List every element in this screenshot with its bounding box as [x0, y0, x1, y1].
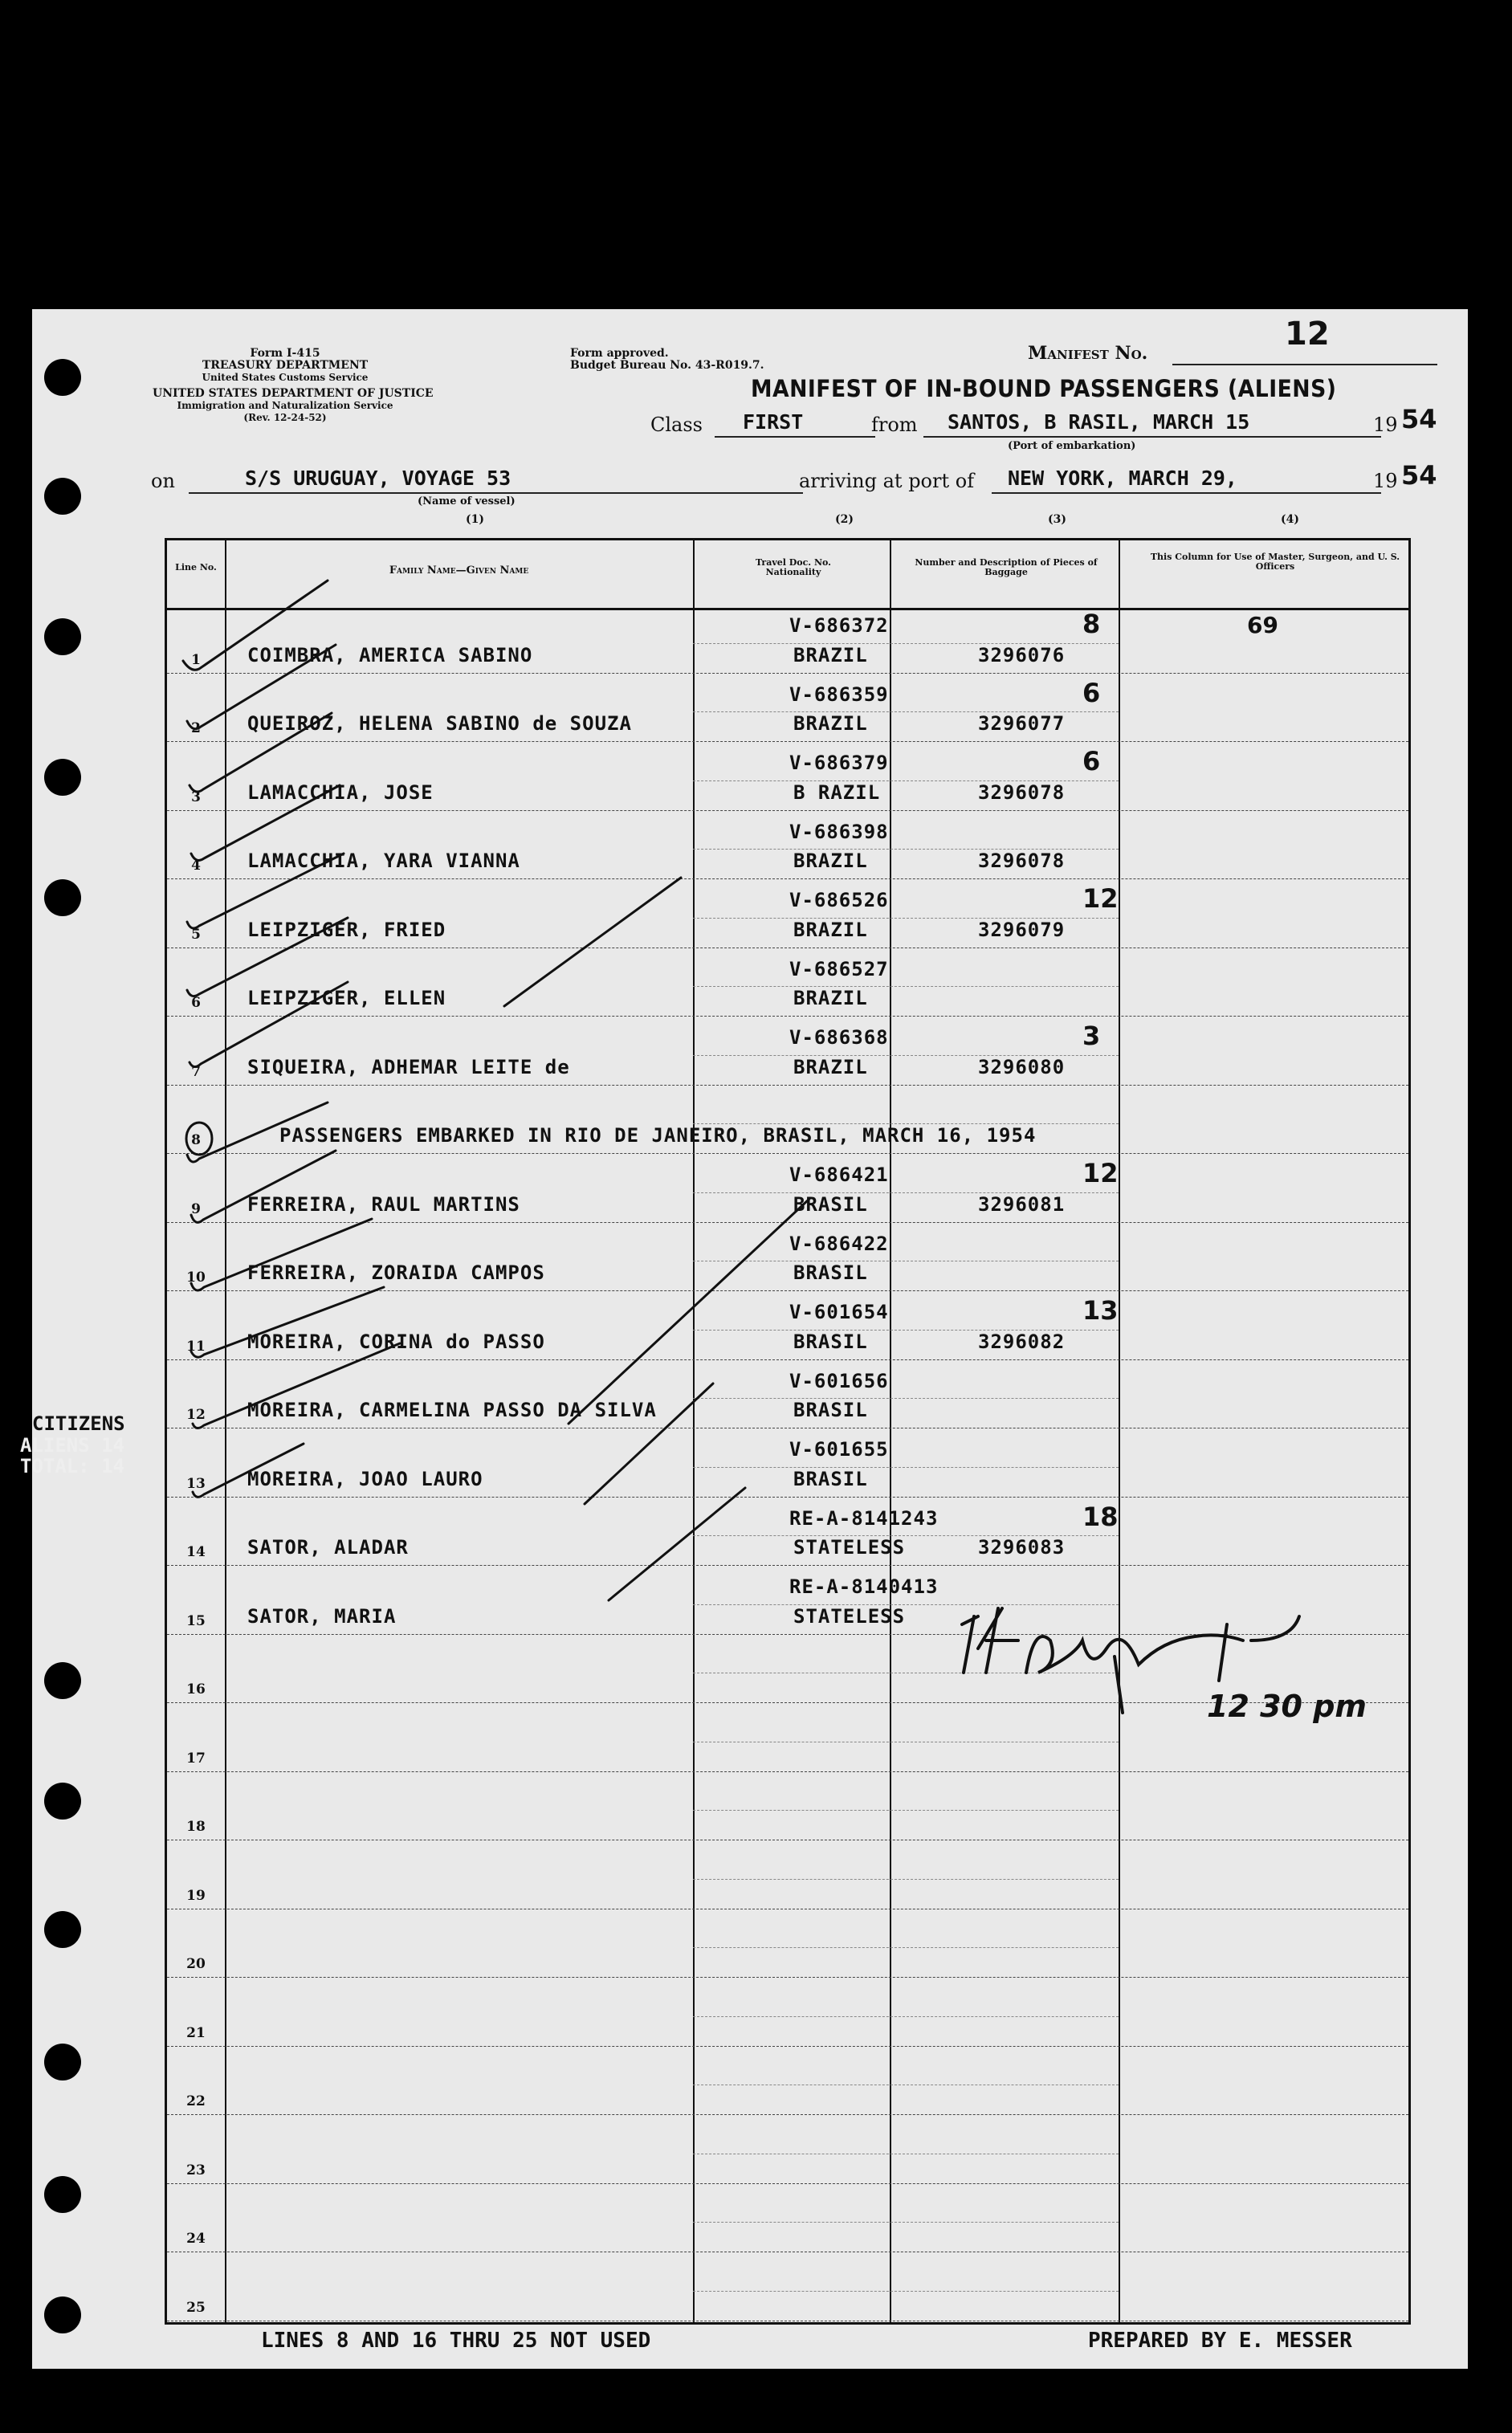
passenger-name: SATOR, MARIA	[247, 1604, 397, 1628]
nationality: STATELESS	[793, 1604, 906, 1628]
arrival-year: 54	[1401, 460, 1437, 491]
punch-hole	[44, 1662, 81, 1699]
passenger-name: FERREIRA, ZORAIDA CAMPOS	[247, 1261, 545, 1284]
checkmark-icon	[191, 1287, 384, 1357]
passenger-name: COIMBRA, AMERICA SABINO	[247, 643, 533, 666]
line-number: 5	[191, 926, 201, 943]
line-number: 13	[186, 1475, 206, 1492]
line-number: 23	[186, 2162, 206, 2178]
passenger-name: FERREIRA, RAUL MARTINS	[247, 1192, 520, 1216]
punch-hole	[44, 618, 81, 655]
circled-line-icon	[186, 1123, 212, 1155]
punch-hole	[44, 1783, 81, 1820]
passenger-name: MOREIRA, CORINA do PASSO	[247, 1330, 545, 1353]
travel-doc-number: V-686372	[789, 614, 889, 637]
checkmark-icon	[187, 918, 348, 996]
travel-doc-number: V-601656	[789, 1369, 889, 1392]
class-label: Class	[650, 414, 703, 436]
line-number: 16	[186, 1681, 206, 1697]
travel-doc-number: V-601655	[789, 1438, 889, 1461]
line-number: 17	[186, 1750, 206, 1767]
on-label: on	[151, 470, 175, 492]
embarkation-value: SANTOS, B RASIL, MARCH 15	[948, 410, 1250, 434]
line-number: 8	[191, 1132, 201, 1148]
travel-doc-number: V-601654	[789, 1301, 889, 1323]
footer-unused-lines: LINES 8 AND 16 THRU 25 NOT USED	[261, 2329, 651, 2353]
nationality: BRAZIL	[793, 987, 868, 1009]
baggage-pieces: 6	[1082, 746, 1101, 776]
travel-doc-number: V-686422	[789, 1232, 889, 1255]
baggage-number: 3296078	[978, 850, 1066, 872]
line-number: 2	[191, 720, 201, 736]
checkmark-icon	[190, 982, 348, 1067]
baggage-pieces: 8	[1082, 609, 1101, 639]
embarkation-year: 54	[1401, 404, 1437, 434]
checkmark-icon	[191, 785, 340, 860]
manifest-title: MANIFEST OF IN-BOUND PASSENGERS (ALIENS)	[751, 375, 1337, 402]
nationality: BRASIL	[793, 1467, 868, 1490]
passenger-name: MOREIRA, JOAO LAURO	[247, 1467, 483, 1490]
passenger-name: MOREIRA, CARMELINA PASSO DA SILVA	[247, 1399, 657, 1421]
passenger-name: LEIPZIGER, FRIED	[247, 918, 446, 941]
checkmark-icon	[187, 645, 336, 729]
year-prefix: 19	[1373, 414, 1398, 436]
travel-doc-number: V-686379	[789, 752, 889, 774]
punch-hole	[44, 1911, 81, 1948]
punch-hole	[44, 478, 81, 515]
form-approved: Form approved.	[570, 347, 669, 360]
checkmark-icon	[193, 1343, 400, 1428]
line-number: 24	[186, 2231, 206, 2247]
officer-header: This Column for Use of Master, Surgeon, and U. S. Officers	[1150, 552, 1400, 572]
checkmark-icon	[187, 854, 344, 928]
checkmark-overlay	[167, 540, 1413, 2327]
nationality: BRASIL	[793, 1261, 868, 1284]
passenger-name: SATOR, ALADAR	[247, 1536, 409, 1559]
line-number: 9	[191, 1200, 201, 1217]
line-number: 6	[191, 995, 201, 1011]
line-number: 22	[186, 2093, 206, 2109]
travel-doc-number: V-686359	[789, 683, 889, 706]
passenger-table	[165, 538, 1411, 2325]
col-2-number: (2)	[835, 513, 854, 526]
nationality: BRASIL	[793, 1192, 868, 1216]
col-3-number: (3)	[1048, 513, 1066, 526]
line-number: 11	[186, 1338, 206, 1355]
baggage-number: 3296076	[978, 643, 1066, 666]
handwritten-time: 12 30 pm	[1207, 1689, 1367, 1724]
travel-doc-number: RE-A-8140413	[789, 1575, 939, 1598]
arriving-label: arriving at port of	[799, 470, 975, 492]
passenger-name: LEIPZIGER, ELLEN	[247, 987, 446, 1009]
doc-header: Travel Doc. No. Nationality	[756, 557, 831, 577]
nationality: BRAZIL	[793, 643, 868, 666]
baggage-number: 3296078	[978, 780, 1066, 804]
port-caption: (Port of embarkation)	[1008, 440, 1136, 452]
passenger-name: SIQUEIRA, ADHEMAR LEITE de	[247, 1055, 570, 1078]
passenger-name: LAMACCHIA, JOSE	[247, 780, 434, 804]
manifest-page	[32, 309, 1468, 2369]
baggage-number: 3296080	[978, 1055, 1066, 1078]
nationality: BRAZIL	[793, 850, 868, 872]
class-value: FIRST	[743, 410, 804, 434]
customs-service: United States Customs Service	[202, 372, 369, 383]
checkmark-icon	[609, 1488, 745, 1600]
citizens-label: CITIZENS	[32, 1412, 125, 1435]
punch-hole	[44, 2176, 81, 2213]
baggage-pieces: 6	[1082, 677, 1101, 708]
travel-doc-number: V-686526	[789, 889, 889, 911]
from-label: from	[871, 414, 918, 436]
line-number: 7	[191, 1063, 201, 1080]
checkmark-icon	[569, 1199, 809, 1424]
punch-hole	[44, 2296, 81, 2333]
line-number: 1	[191, 651, 201, 668]
line-number: 21	[186, 2024, 206, 2041]
line-number: 25	[186, 2299, 206, 2316]
baggage-pieces: 13	[1082, 1295, 1119, 1326]
nationality: BRAZIL	[793, 918, 868, 941]
baggage-number: 3296082	[978, 1330, 1066, 1353]
punch-hole	[44, 359, 81, 396]
nationality: STATELESS	[793, 1536, 906, 1559]
checkmark-icon	[504, 878, 681, 1006]
line-number: 15	[186, 1612, 206, 1629]
revision-date: (Rev. 12-24-52)	[243, 412, 327, 423]
baggage-pieces: 18	[1082, 1501, 1119, 1532]
nationality: BRASIL	[793, 1399, 868, 1421]
passenger-name: LAMACCHIA, YARA VIANNA	[247, 850, 520, 872]
line-number: 10	[186, 1269, 206, 1286]
checkmark-icon	[191, 1219, 372, 1290]
checkmark-icon	[585, 1384, 713, 1504]
line-number: 14	[186, 1544, 206, 1560]
ins-service: Immigration and Naturalization Service	[177, 400, 393, 411]
line-number: 12	[186, 1407, 206, 1423]
punch-hole	[44, 759, 81, 796]
passenger-name: QUEIROZ, HELENA SABINO de SOUZA	[247, 712, 632, 735]
aliens-count: ALIENS 14	[20, 1434, 125, 1457]
line-number: 20	[186, 1956, 206, 1972]
section-note: PASSENGERS EMBARKED IN RIO DE JANEIRO, BRASIL, MARCH 16, 1954	[279, 1124, 1037, 1147]
form-number: Form I-415	[250, 347, 320, 360]
baggage-number: 3296079	[978, 918, 1066, 941]
line-number: 19	[186, 1887, 206, 1904]
manifest-label: Manifest No.	[1028, 343, 1148, 364]
vessel-caption: (Name of vessel)	[418, 495, 516, 507]
travel-doc-number: V-686368	[789, 1026, 889, 1049]
line-number: 4	[191, 858, 201, 874]
checkmark-icon	[190, 713, 332, 792]
nationality: BRAZIL	[793, 1055, 868, 1078]
manifest-number: 12	[1285, 316, 1330, 353]
checkmark-icon	[191, 1151, 336, 1222]
nationality: B RAZIL	[793, 780, 881, 804]
nationality: BRAZIL	[793, 712, 868, 735]
checkmark-icon	[183, 581, 328, 670]
baggage-pieces: 12	[1082, 883, 1119, 914]
travel-doc-number: V-686398	[789, 820, 889, 843]
officer-note: 69	[1247, 612, 1278, 638]
baggage-pieces: 3	[1082, 1021, 1101, 1051]
justice-dept: UNITED STATES DEPARTMENT OF JUSTICE	[153, 387, 434, 400]
footer-prepared-by: PREPARED BY E. MESSER	[1088, 2329, 1352, 2353]
travel-doc-number: V-686421	[789, 1164, 889, 1186]
line-number: 18	[186, 1819, 206, 1835]
col-4-number: (4)	[1281, 513, 1299, 526]
name-header: Family Name—Given Name	[389, 564, 529, 577]
baggage-pieces: 12	[1082, 1158, 1119, 1188]
nationality: BRASIL	[793, 1330, 868, 1353]
baggage-number: 3296077	[978, 712, 1066, 735]
line-no-header: Line No.	[175, 562, 217, 573]
col-1-number: (1)	[466, 513, 484, 526]
punch-hole	[44, 879, 81, 916]
baggage-header: Number and Description of Pieces of Baggage	[915, 557, 1098, 577]
vessel-name: S/S URUGUAY, VOYAGE 53	[245, 467, 511, 490]
treasury-dept: TREASURY DEPARTMENT	[202, 359, 369, 372]
arrival-value: NEW YORK, MARCH 29,	[1008, 467, 1237, 490]
checkmark-icon	[193, 1444, 304, 1497]
baggage-number: 3296081	[978, 1192, 1066, 1216]
travel-doc-number: RE-A-8141243	[789, 1506, 939, 1530]
travel-doc-number: V-686527	[789, 957, 889, 980]
baggage-number: 3296083	[978, 1536, 1066, 1559]
year-prefix-2: 19	[1373, 470, 1398, 492]
punch-hole	[44, 2044, 81, 2080]
checkmark-icon	[187, 1102, 328, 1162]
line-number: 3	[191, 789, 201, 805]
total-count: TOTAL: 14	[20, 1455, 125, 1477]
budget-bureau: Budget Bureau No. 43-R019.7.	[570, 359, 764, 372]
